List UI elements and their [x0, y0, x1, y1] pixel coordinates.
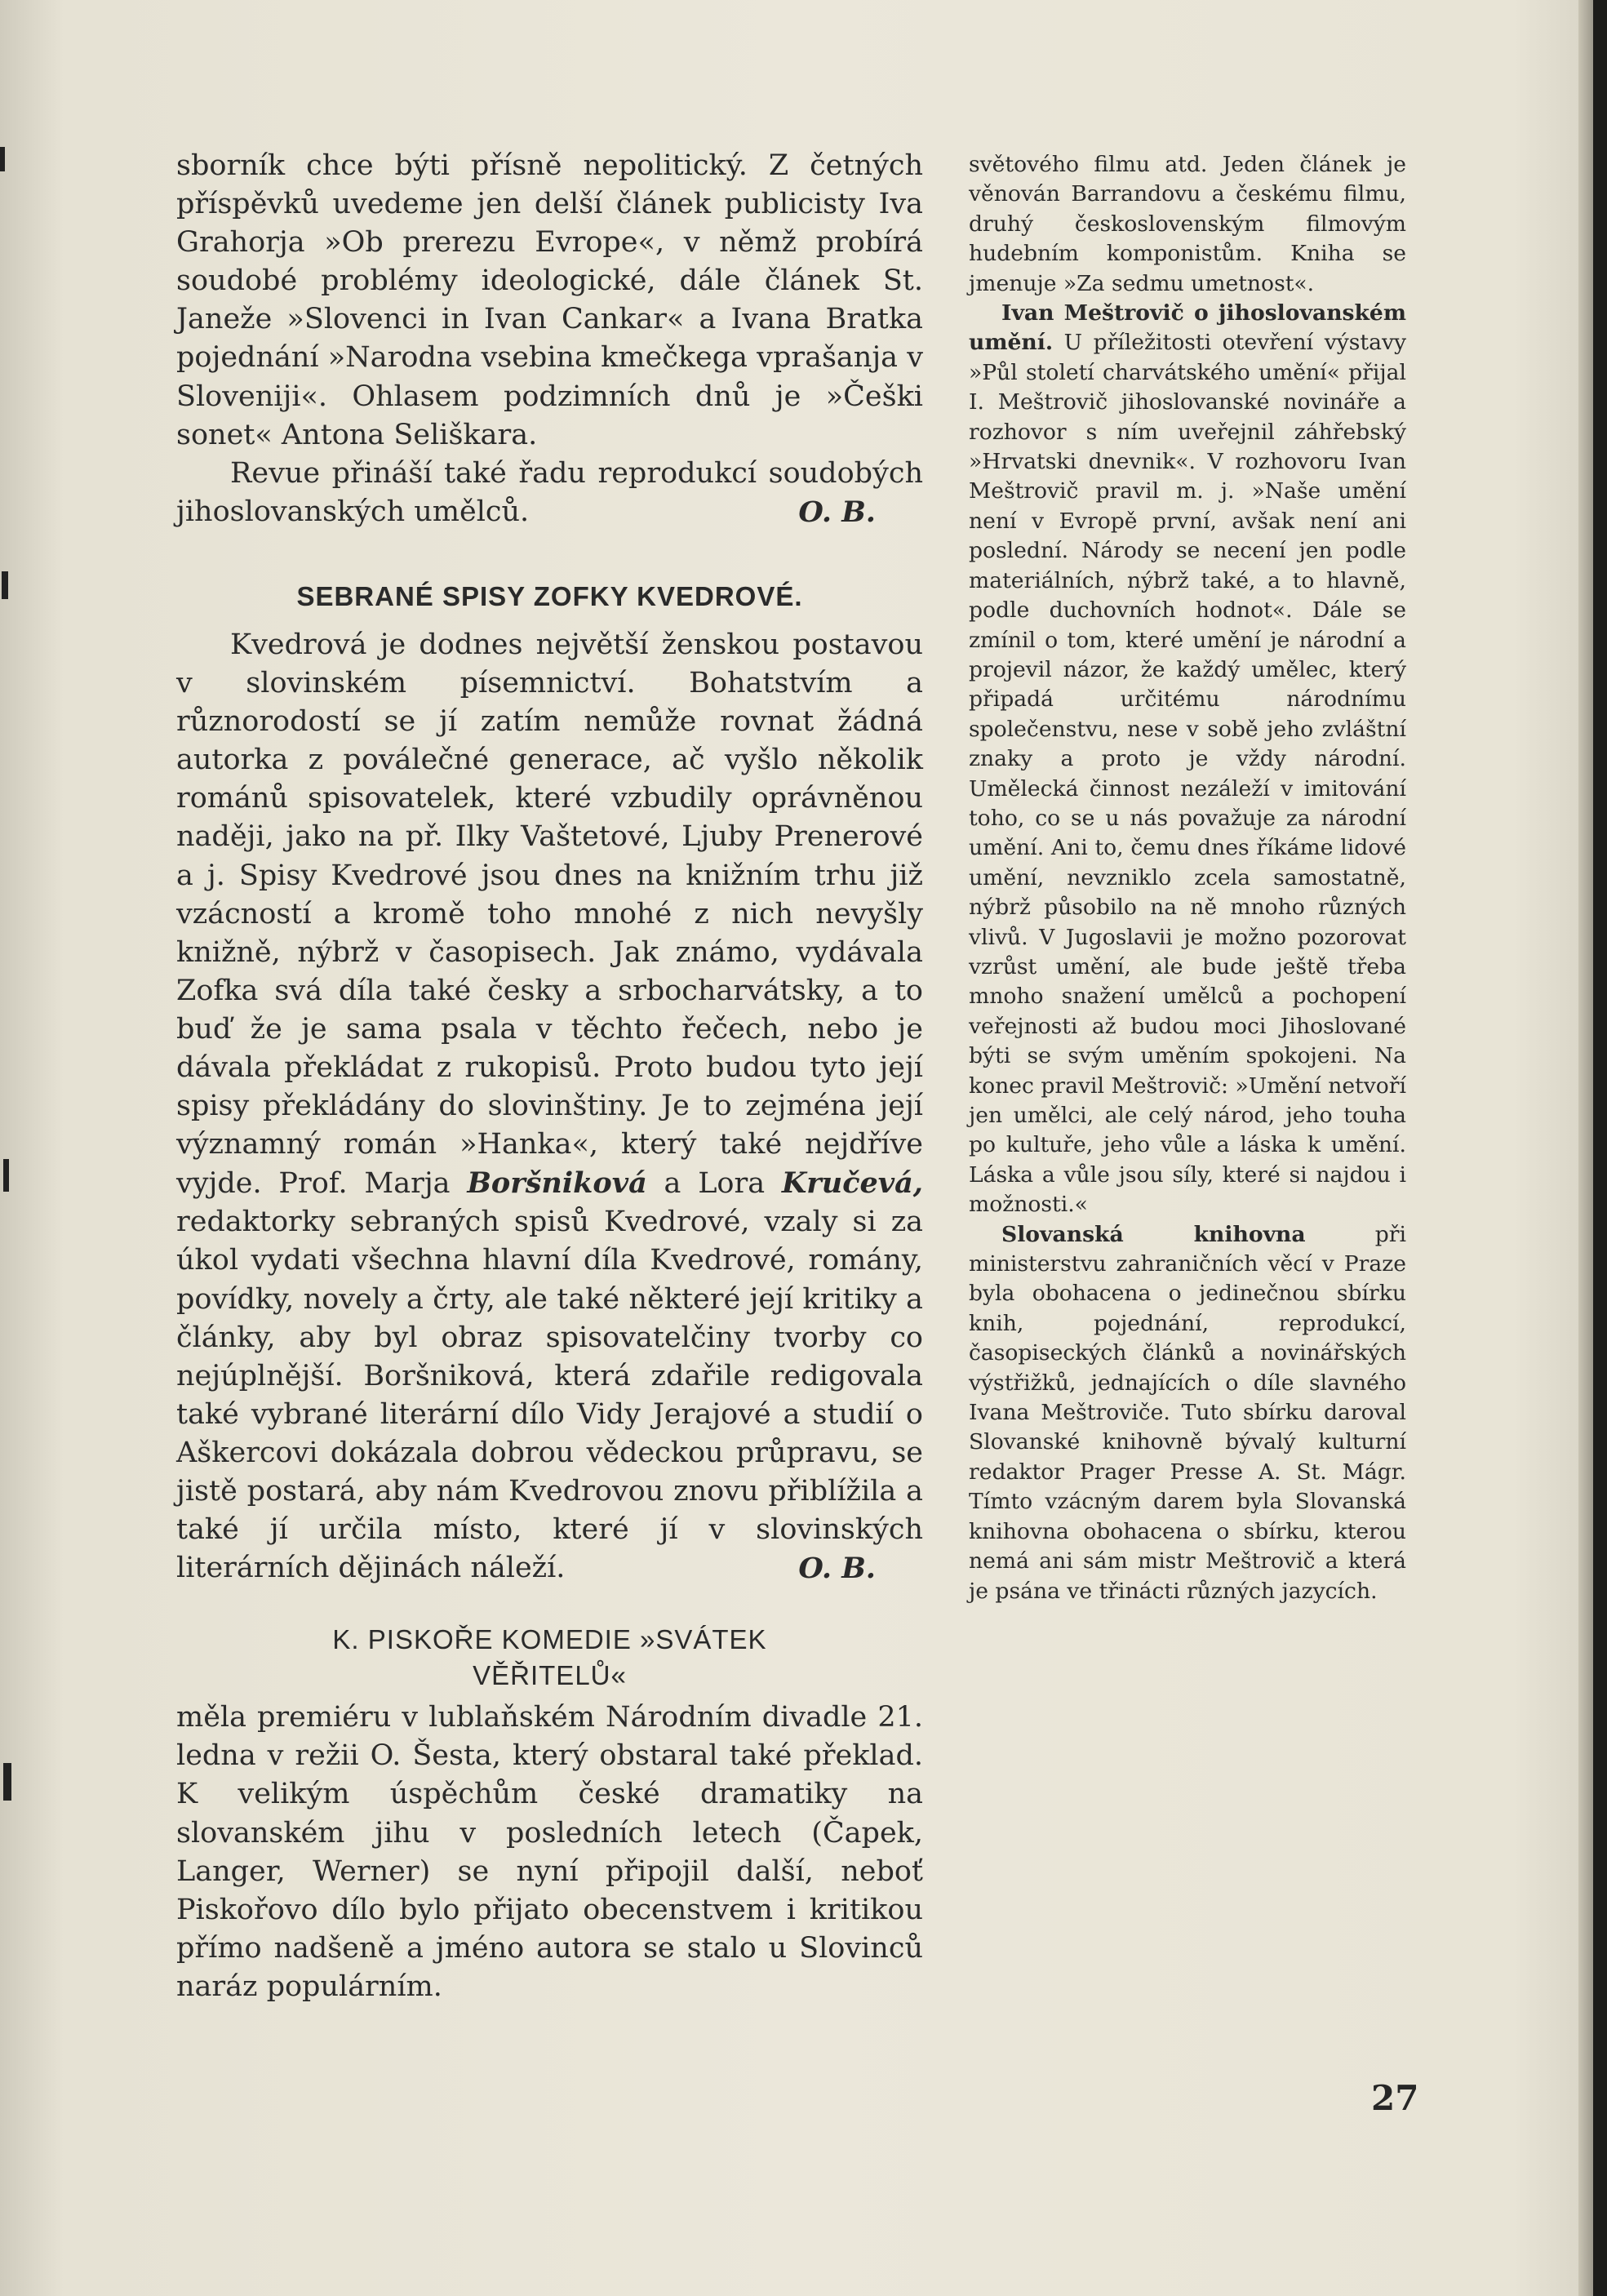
paragraph-text: Kvedrová je dodnes největší ženskou postavou v slovinském písemnictví. Bohatstvím a různorodostí se jí zatím nemůže rovnat žádná autorka z poválečné generace, ač vyšlo několik románů spisovatelek, které vzbudily oprávněnou naději, jako na př. Ilky Vaštetové, Ljuby Prenerové a j. Spisy Kvedrové jsou dnes na knižním trhu již vzácností a kromě toho mnohé z nich nevyšly knižně, nýbrž v časopisech. Jak známo, vydávala Zofka svá díla také česky a srbocharvátsky, a to buď že je sama psala v těchto řečech, nebo je dávala překládat z rukopisů. Proto budou tyto její spisy překládány do slovinštiny. Je to zejména její významný román »Hanka«, který také nejdříve vyjde. Prof. Marja: [176, 628, 923, 1201]
paragraph-slavonic-library: [969, 1220, 1406, 1606]
paragraph-lead: Ivan Meštrovič o jihoslovanském umění.: [969, 300, 1406, 356]
binding-mark: [0, 147, 5, 171]
paragraph-revue-reproductions: [176, 455, 923, 531]
heading-line: K. PISKOŘE KOMEDIE »SVÁTEK: [332, 1624, 767, 1655]
heading-line: VĚŘITELŮ«: [473, 1660, 627, 1691]
editor-name: Kručevá,: [781, 1166, 923, 1201]
paragraph-text: Revue přináší také řadu reprodukcí soudobých jihoslovanských umělců.: [176, 456, 923, 528]
author-signature: O. B.: [798, 495, 876, 529]
binding-mark: [2, 571, 8, 599]
paragraph-text: redaktorky sebraných spisů Kvedrové, vzaly si za úkol vydati všechna hlavní díla Kvedrové, romány, povídky, novely a črty, ale také některé její kritiky a články, aby byl obraz spisovatelčiny tvorby co nejúplnější. Boršniková, která zdařile redigovala také vybrané literární dílo Vidy Jerajové a studií o Aškercovi dokázala dobrou vědeckou průpravu, se jistě postará, aby nám Kvedrovou znovu přiblížila a také jí určila místo, které jí v slovinských literárních dějinách náleží.: [176, 1206, 923, 1585]
paragraph-mestrovic: [969, 299, 1406, 1220]
paragraph-film-book: světového filmu atd. Jeden článek je věnován Barrandovu a českému filmu, druhý československým filmovým hudebním komponistům. Kniha se jmenuje »Za sedmu umetnost«.: [969, 152, 1406, 296]
section-heading-piskor: [176, 1622, 923, 1694]
paragraph-text: U příležitosti otevření výstavy »Půl století charvátského umění« přijal I. Meštrovič jihoslovanské novináře a rozhovor s ním uveřejnil záhřebský »Hrvatski dnevnik«. V rozhovoru Ivan Meštrovič pravil m. j. »Naše umění není v Evropě první, avšak není ani poslední. Národy se necení jen podle materiálních, nýbrž také, a to hlavně, podle duchovních hodnot«. Dále se zmínil o tom, které umění je národní a projevil názor, že každý umělec, který připadá určitému národnímu společenstvu, nese v sobě jeho zvláštní znaky a proto je vždy národní. Umělecká činnost nezáleží v imitování toho, co se u nás považuje za národní umění. Ani to, čemu dnes říkáme lidové umění, nevzniklo zcela samostatně, nýbrž působilo na ně mnoho různých vlivů. V Jugoslavii je možno pozorovat vzrůst umění, ale bude ještě třeba mnoho snažení umělců a pochopení veřejnosti až budou moci Jihoslované býti se svým uměním spokojeni. Na konec pravil Meštrovič: »Umění netvoří jen umělci, ale celý národ, jeho touha po kultuře, jeho vůle a láska k umění. Láska a vůle jsou síly, které si najdou i možnosti.«: [969, 330, 1406, 1218]
binding-mark: [3, 1763, 11, 1801]
author-signature: O. B.: [798, 1552, 876, 1586]
paragraph-kvedrova: [176, 626, 923, 1588]
section-heading-kvedrova: SEBRANÉ SPISY ZOFKY KVEDROVÉ.: [296, 580, 803, 611]
left-column: [176, 147, 923, 2006]
binding-mark: [3, 1159, 9, 1192]
paragraph-revue-contents: sborník chce býti přísně nepolitický. Z četných příspěvků uvedeme jen delší článek publicisty Iva Grahorja »Ob prerezu Evrope«, v němž probírá soudobé problémy ideologické, dále článek St. Janeže »Slovenci in Ivan Cankar« a Ivana Bratka pojednání »Narodna vsebina kmečkega vprašanja v Sloveniji«. Ohlasem podzimních dnů je »Češki sonet« Antona Seliškara.: [176, 149, 923, 451]
editor-name: Boršniková: [467, 1166, 647, 1201]
page-number: 27: [1371, 2078, 1419, 2118]
paragraph-lead: Slovanská knihovna: [1001, 1221, 1306, 1247]
paragraph-piskor-premiere: měla premiéru v lublaňském Národním divadle 21. ledna v režii O. Šesta, který obstaral také překlad. K velikým úspěchům české dramatiky na slovanském jihu v posledních letech (Čapek, Langer, Werner) se nyní připojil další, neboť Piskořovo dílo bylo přijato obecenstvem i kritikou přímo nadšeně a jméno autora se stalo u Slovinců naráz populárním.: [176, 1701, 923, 2003]
paragraph-text: a Lora: [664, 1167, 766, 1201]
right-column: [969, 150, 1406, 1606]
paragraph-text: při ministerstvu zahraničních věcí v Praze byla obohacena o jedinečnou sbírku knih, pojednání, reprodukcí, časopiseckých článků a novinářských výstřižků, jednajících o díle slavného Ivana Meštroviče. Tuto sbírku daroval Slovanské knihovně bývalý kulturní redaktor Prager Presse A. St. Mágr. Tímto vzácným darem byla Slovanská knihovna obohacena o sbírku, kterou nemá ani sám mistr Meštrovič a která je psána ve třinácti různých jazycích.: [969, 1221, 1406, 1604]
